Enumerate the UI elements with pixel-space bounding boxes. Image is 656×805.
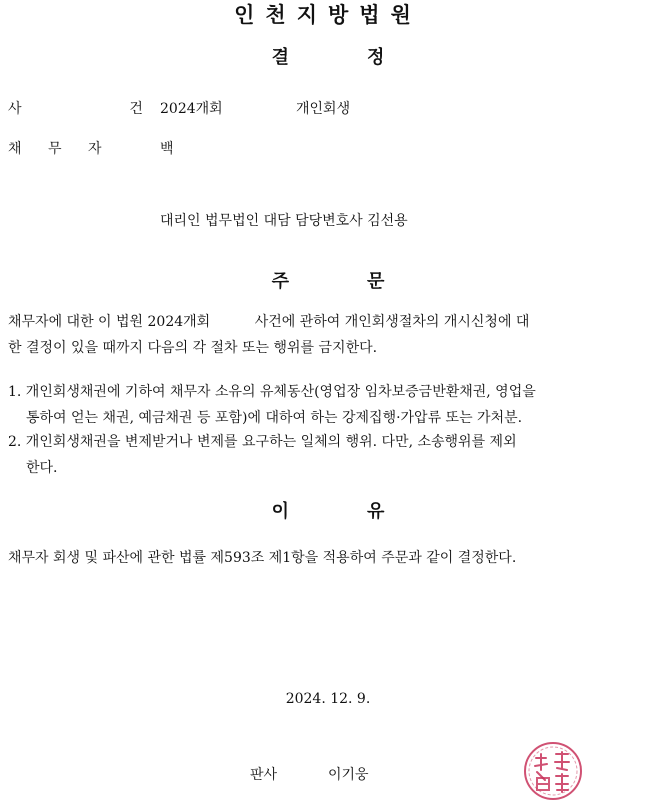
judge-name: 이기웅 — [328, 767, 369, 783]
order-heading-right: 문 — [367, 271, 385, 292]
case-number: 2024개회 — [160, 101, 223, 117]
reason-heading-left: 이 — [271, 501, 289, 522]
court-name: 인천지방법원 — [234, 3, 422, 27]
document-title-right: 정 — [367, 47, 385, 68]
case-label: 사 건 — [8, 101, 161, 117]
debtor-name: 백 — [160, 141, 174, 157]
order-item-2-line-1: 2. 개인회생채권을 변제받거나 변제를 요구하는 일체의 행위. 다만, 소송행위를 제외 — [8, 434, 517, 450]
order-heading-left: 주 — [271, 271, 289, 292]
order-paragraph-line-1: 채무자에 대한 이 법원 2024개회 사건에 관하여 개인회생절차의 개시신청에 대 — [8, 314, 530, 330]
case-name: 개인회생 — [296, 101, 351, 117]
order-paragraph — [8, 309, 648, 361]
order-item-1-line-1: 1. 개인회생채권에 기하여 채무자 소유의 유체동산(영업장 임차보증금반환채권, 영업을 — [8, 384, 536, 400]
debtor-label: 채 무 자 — [8, 141, 113, 157]
reason-text: 채무자 회생 및 파산에 관한 법률 제593조 제1항을 적용하여 주문과 같이 결정한다. — [8, 550, 517, 566]
order-heading — [0, 270, 656, 294]
judge-seal-stamp — [522, 740, 584, 802]
document-title-left: 결 — [271, 47, 289, 68]
reason-heading — [0, 500, 656, 524]
reason-heading-right: 유 — [367, 501, 385, 522]
document-title — [0, 46, 656, 70]
judge-label: 판사 — [250, 767, 278, 783]
decision-date: 2024. 12. 9. — [285, 691, 371, 707]
order-paragraph-line-2: 한 결정이 있을 때까지 다음의 각 절차 또는 행위를 금지한다. — [8, 340, 378, 356]
representative: 대리인 법무법인 대담 담당변호사 김선용 — [160, 213, 408, 229]
order-item-1-line-2: 통하여 얻는 채권, 예금채권 등 포함)에 대하여 하는 강제집행·가압류 또는 가처분. — [26, 410, 523, 426]
order-item-2-line-2: 한다. — [26, 460, 58, 476]
order-item-2 — [8, 429, 648, 481]
order-item-1 — [8, 379, 648, 431]
